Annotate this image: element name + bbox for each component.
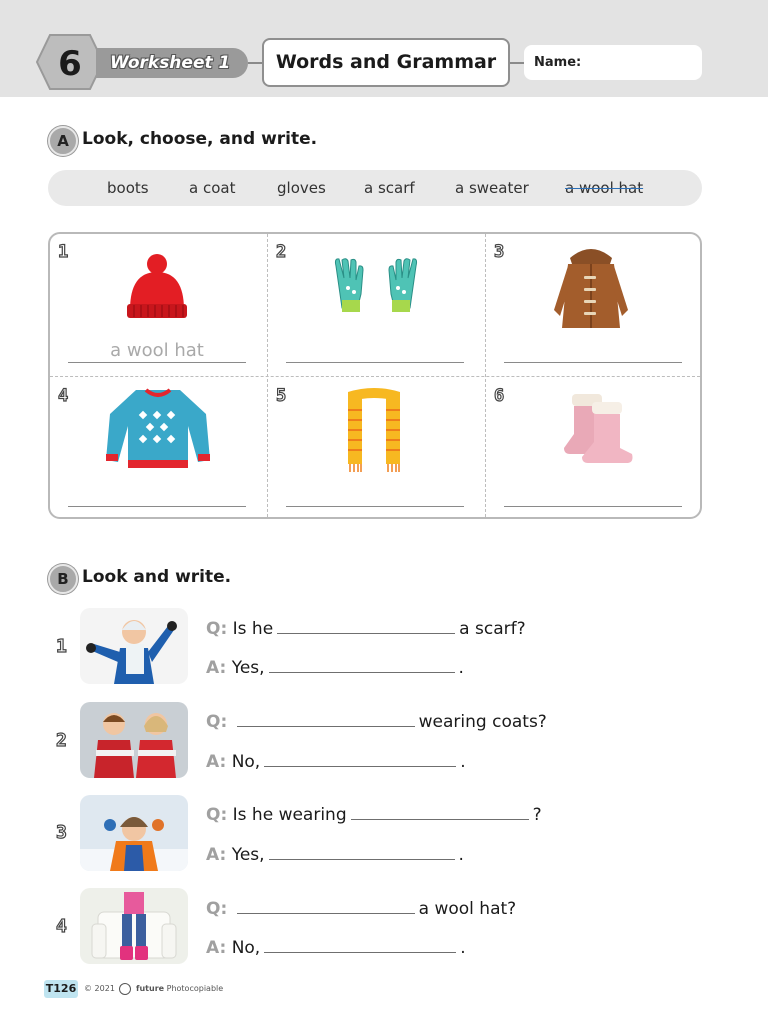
word-bank — [48, 170, 702, 206]
section-b-title: Look and write. — [82, 567, 232, 587]
a-text-before: No, — [231, 752, 261, 772]
q-text-after: ? — [532, 805, 542, 825]
answer-blank[interactable] — [264, 750, 456, 767]
answer-line[interactable] — [286, 506, 464, 507]
answer-blank[interactable] — [351, 803, 529, 820]
boy-in-scarf-photo — [80, 608, 188, 684]
item-number: 1 — [58, 242, 69, 262]
q-text-before: Is he wearing — [232, 805, 347, 825]
section-b-badge: B — [48, 564, 78, 594]
answer-blank[interactable] — [237, 710, 415, 727]
answer-line[interactable] — [504, 506, 682, 507]
picture-grid — [48, 232, 702, 519]
a-text-after: . — [458, 845, 464, 865]
publisher-logo-icon — [119, 983, 131, 995]
two-kids-sweaters-photo — [80, 702, 188, 778]
item-number: 5 — [276, 386, 287, 406]
coat-icon — [548, 240, 634, 334]
page-number: T126 — [44, 980, 78, 998]
q-text-after: a wool hat? — [418, 899, 517, 919]
item-number: 4 — [56, 916, 67, 937]
a-text-after: . — [458, 658, 464, 678]
grid-divider — [50, 376, 700, 377]
word-bank-item: gloves — [277, 179, 326, 197]
q-label: Q: — [206, 805, 228, 825]
girl-on-chair-photo — [80, 888, 188, 964]
question-2 — [206, 710, 547, 732]
word-bank-item: boots — [107, 179, 149, 197]
unit-number: 6 — [58, 44, 82, 84]
a-text-before: Yes, — [231, 658, 265, 678]
word-bank-item: a coat — [189, 179, 236, 197]
answer-4 — [206, 936, 466, 958]
name-field[interactable] — [524, 45, 702, 80]
a-text-before: No, — [231, 938, 261, 958]
connector-line — [510, 62, 524, 64]
item-number: 4 — [58, 386, 69, 406]
gloves-icon — [328, 256, 424, 316]
answer-2 — [206, 750, 466, 772]
section-a-badge: A — [48, 126, 78, 156]
q-text-after: wearing coats? — [418, 712, 547, 732]
word-bank-item: a sweater — [455, 179, 529, 197]
answer-blank[interactable] — [269, 843, 455, 860]
page-title: Words and Grammar — [262, 38, 510, 87]
boy-in-snow-photo — [80, 795, 188, 871]
footer-credits — [84, 981, 223, 997]
a-label: A: — [206, 845, 227, 865]
publisher-name: future — [136, 984, 165, 993]
answer-blank[interactable] — [237, 897, 415, 914]
answer-line[interactable] — [286, 362, 464, 363]
question-3 — [206, 803, 542, 825]
worksheet-label: Worksheet 1 — [96, 48, 248, 78]
q-text-before: Is he — [232, 619, 274, 639]
section-a-title: Look, choose, and write. — [82, 129, 318, 149]
item-number: 1 — [56, 636, 67, 657]
a-label: A: — [206, 658, 227, 678]
sweater-icon — [106, 386, 210, 472]
boots-icon — [554, 388, 634, 468]
question-4 — [206, 897, 516, 919]
example-answer: a wool hat — [110, 340, 204, 361]
answer-line[interactable] — [504, 362, 682, 363]
a-label: A: — [206, 752, 227, 772]
item-number: 3 — [56, 822, 67, 843]
scarf-icon — [342, 386, 406, 474]
connector-line — [248, 62, 262, 64]
copyright-text: © 2021 — [84, 984, 115, 993]
name-label: Name: — [534, 55, 582, 70]
wool-hat-icon — [122, 252, 192, 322]
q-label: Q: — [206, 899, 228, 919]
answer-blank[interactable] — [264, 936, 456, 953]
item-number: 3 — [494, 242, 505, 262]
word-bank-item-crossed: a wool hat — [565, 179, 644, 197]
item-number: 6 — [494, 386, 505, 406]
item-number: 2 — [56, 730, 67, 751]
a-text-before: Yes, — [231, 845, 265, 865]
answer-blank[interactable] — [277, 617, 455, 634]
answer-line[interactable] — [68, 506, 246, 507]
a-text-after: . — [460, 938, 466, 958]
photocopiable-note: Photocopiable — [166, 984, 224, 993]
question-1 — [206, 617, 526, 639]
q-label: Q: — [206, 712, 228, 732]
answer-line[interactable] — [68, 362, 246, 363]
q-label: Q: — [206, 619, 228, 639]
answer-3 — [206, 843, 464, 865]
answer-blank[interactable] — [269, 656, 455, 673]
answer-1 — [206, 656, 464, 678]
word-bank-item: a scarf — [364, 179, 415, 197]
a-label: A: — [206, 938, 227, 958]
item-number: 2 — [276, 242, 287, 262]
a-text-after: . — [460, 752, 466, 772]
q-text-after: a scarf? — [459, 619, 526, 639]
